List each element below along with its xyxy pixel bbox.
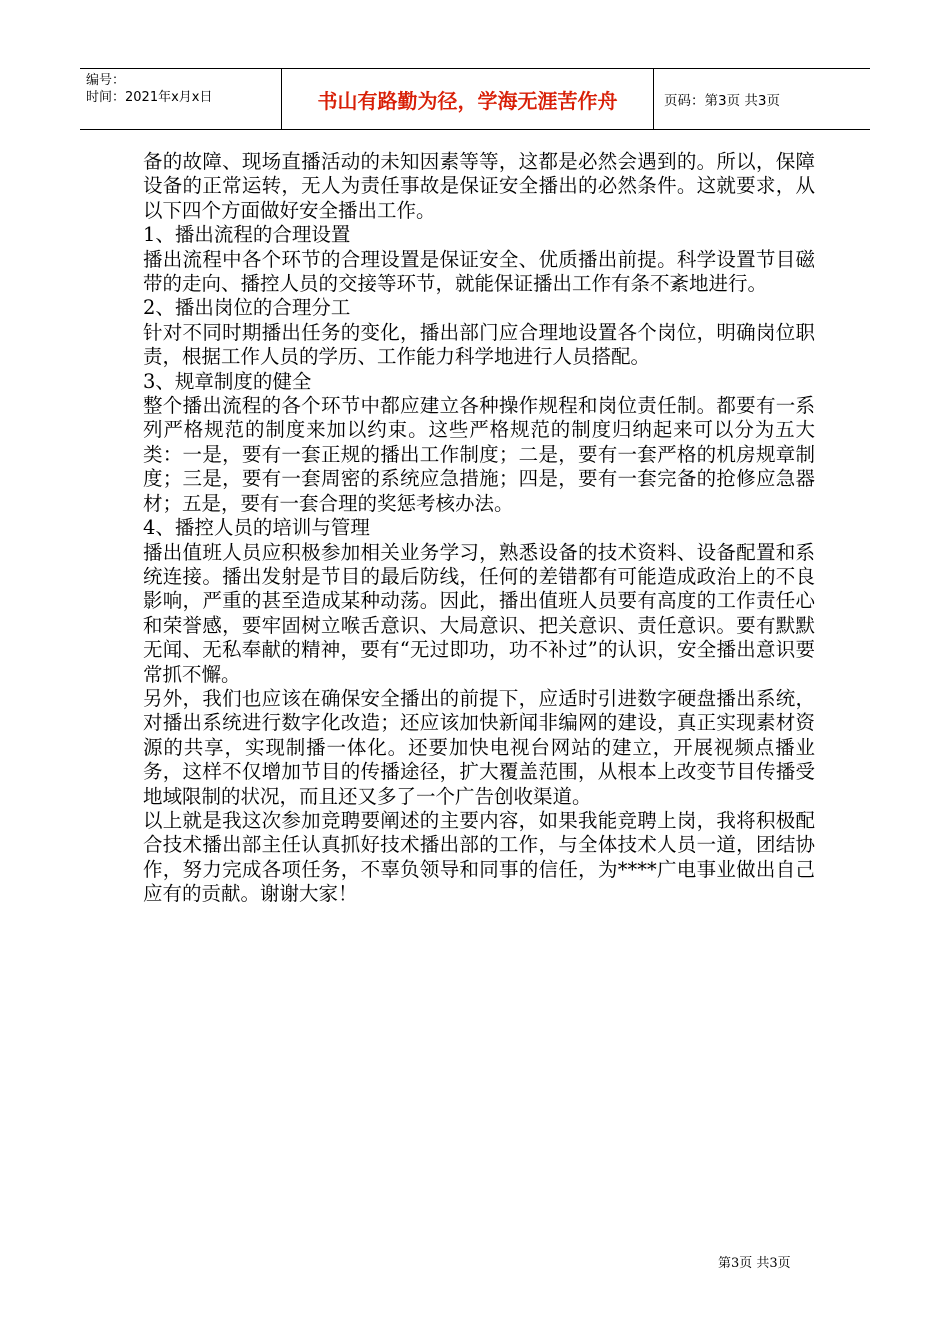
- section-heading: 1、播出流程的合理设置: [143, 223, 351, 247]
- paragraph: 播出值班人员应积极参加相关业务学习，熟悉设备的技术资料、设备配置和系统连接。播出发射是节目的最后防线，任何的差错都有可能造成政治上的不良影响，严重的甚至造成某种动荡。因此，播出值班人员要有高度的工作责任心和荣誉感，要牢固树立喉舌意识、大局意识、把关意识、责任意识。要有默默无闻、无私奉献的精神，要有“无过即功，功不补过”的认识，安全播出意识要常抓不懈。: [143, 540, 815, 686]
- section-heading: 3、规章制度的健全: [143, 369, 312, 393]
- page-footer: 第3页 共3页: [718, 1256, 791, 1271]
- paragraph: 以上就是我这次参加竞聘要阐述的主要内容，如果我能竞聘上岗，我将积极配合技术播出部主任认真抓好技术播出部的工作，与全体技术人员一道，团结协作，努力完成各项任务，不辜负领导和同事的信任，为****广电事业做出自己应有的贡献。谢谢大家！: [143, 808, 815, 906]
- paragraph: 另外，我们也应该在确保安全播出的前提下，应适时引进数字硬盘播出系统，对播出系统进行数字化改造；还应该加快新闻非编网的建设，真正实现素材资源的共享，实现制播一体化。还要加快电视台网站的建立，开展视频点播业务，这样不仅增加节目的传播途径，扩大覆盖范围，从根本上改变节目传播受地域限制的状况，而且还又多了一个广告创收渠道。: [143, 686, 815, 808]
- section-heading: 4、播控人员的培训与管理: [143, 516, 370, 540]
- document-body: [143, 150, 815, 907]
- paragraph: 备的故障、现场直播活动的未知因素等等，这都是必然会遇到的。所以，保障设备的正常运转，无人为责任事故是保证安全播出的必然条件。这就要求，从以下四个方面做好安全播出工作。: [143, 150, 815, 222]
- section-heading: 2、播出岗位的合理分工: [143, 296, 351, 320]
- paragraph: 针对不同时期播出任务的变化，播出部门应合理地设置各个岗位，明确岗位职责，根据工作人员的学历、工作能力科学地进行人员搭配。: [143, 320, 815, 369]
- paragraph: 播出流程中各个环节的合理设置是保证安全、优质播出前提。科学设置节目磁带的走向、播控人员的交接等环节，就能保证播出工作有条不紊地进行。: [143, 247, 815, 296]
- page-header: [80, 68, 870, 130]
- header-motto: 书山有路勤为径，学海无涯苦作舟: [282, 69, 654, 129]
- paragraph: 整个播出流程的各个环节中都应建立各种操作规程和岗位责任制。都要有一系列严格规范的制度来加以约束。这些严格规范的制度归纳起来可以分为五大类：一是，要有一套正规的播出工作制度；二是，要有一套严格的机房规章制度；三是，要有一套周密的系统应急措施；四是，要有一套完备的抢修应急器材；五是，要有一套合理的奖惩考核办法。: [143, 394, 815, 515]
- document-number-label: 编号：: [86, 73, 126, 88]
- header-meta: [80, 69, 282, 129]
- document-time-label: 时间：2021年x月x日: [86, 90, 213, 105]
- header-page-info: 页码：第3页 共3页: [664, 93, 780, 109]
